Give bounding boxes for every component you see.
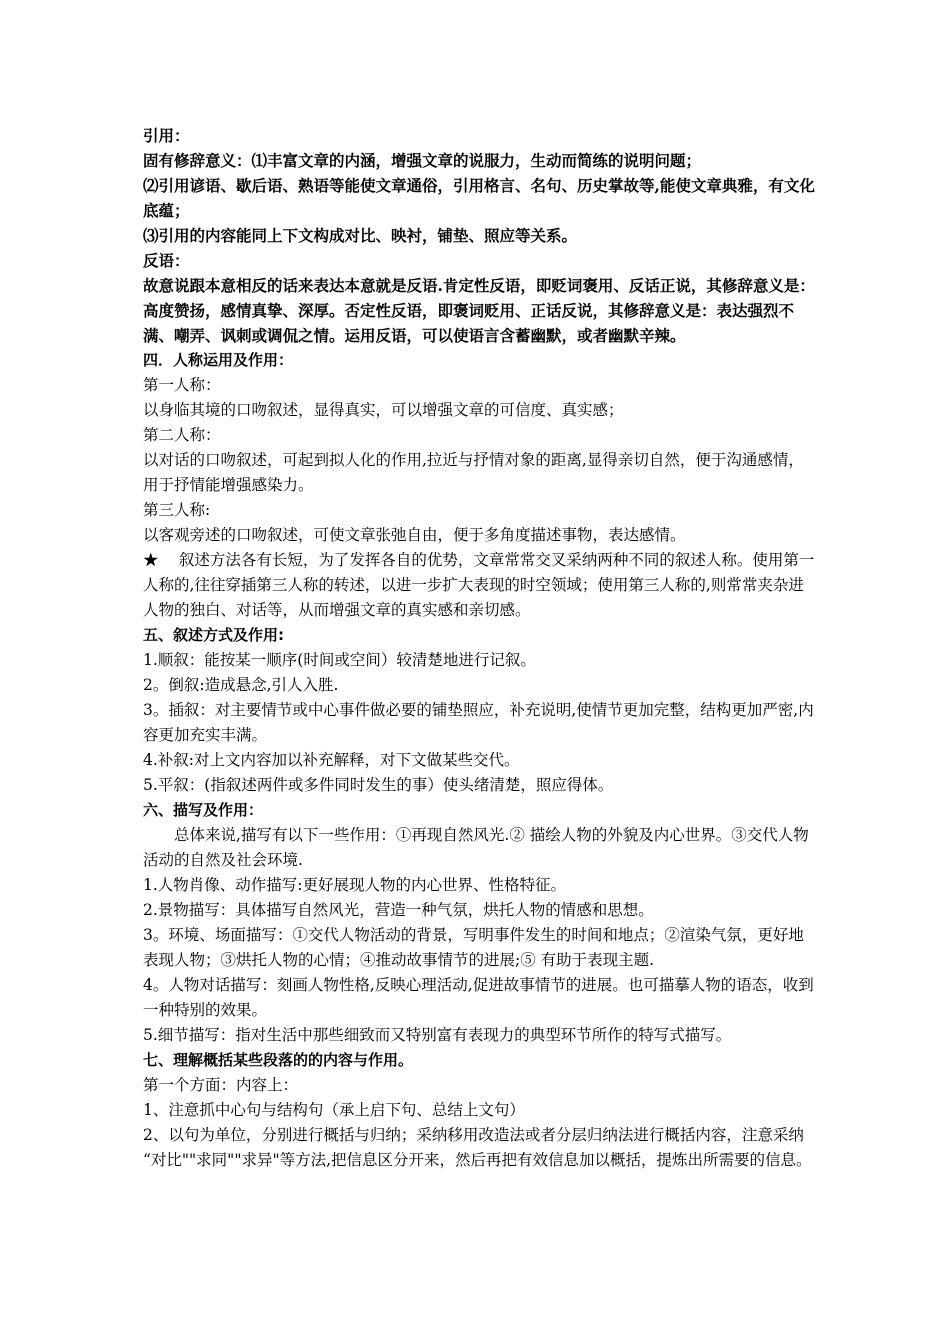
list-item: 3。环境、场面描写：①交代人物活动的背景，写明事件发生的时间和地点；②渲染气氛，更好地表现人物；③烘托人物的心情；④推动故事情节的进展;⑤ 有助于表现主题. — [143, 926, 804, 969]
paragraph: 以对话的口吻叙述，可起到拟人化的作用,拉近与抒情对象的距离,显得亲切自然，便于沟通感情，用于抒情能增强感染力。 — [143, 451, 804, 494]
list-item: 2。倒叙:造成悬念,引人入胜. — [143, 676, 339, 694]
paragraph: 以身临其境的口吻叙述，显得真实，可以增强文章的可信度、真实感； — [143, 401, 624, 419]
heading-irony: 反语： — [143, 251, 190, 270]
paragraph: 第二人称： — [143, 426, 221, 444]
list-item: 2.景物描写：具体描写自然风光，营造一种气氛，烘托人物的情感和思想。 — [143, 901, 654, 919]
heading-citation: 引用： — [143, 126, 190, 145]
paragraph: 以客观旁述的口吻叙述，可使文章张弛自由，便于多角度描述事物，表达感情。 — [143, 526, 686, 544]
paragraph: 第一个方面：内容上： — [143, 1076, 299, 1094]
paragraph: 第三人称: — [143, 501, 211, 519]
paragraph: 总体来说,描写有以下一些作用：①再现自然风光.② 描绘人物的外貌及内心世界。③交代人物活动的自然及社会环境. — [143, 826, 809, 869]
list-item: 5.细节描写：指对生活中那些细致而又特别富有表现力的典型环节所作的特写式描写。 — [143, 1026, 732, 1044]
paragraph: 第一人称： — [143, 376, 221, 394]
list-item: 2、以句为单位，分别进行概括与归纳；采纳移用改造法或者分层归纳法进行概括内容，注意采纳 “对比""求同""求异"等方法,把信息区分开来，然后再把有效信息加以概括，提炼出所需要的信息。 — [143, 1126, 812, 1169]
list-item: 4。人物对话描写：刻画人物性格,反映心理活动,促进故事情节的进展。也可描摹人物的语态，收到一种特别的效果。 — [143, 976, 814, 1019]
paragraph: 故意说跟本意相反的话来表达本意就是反语.肯定性反语，即贬词褒用、反话正说，其修辞意义是：高度赞扬，感情真挚、深厚。否定性反语，即褒词贬用、正话反说，其修辞意义是：表达强烈不满、嘲弄、讽刺或调侃之情。运用反语，可以使语言含蓄幽默，或者幽默辛辣。 — [143, 276, 815, 345]
list-item: 4.补叙:对上文内容加以补充解释，对下文做某些交代。 — [143, 751, 520, 769]
paragraph: ⑵引用谚语、歇后语、熟语等能使文章通俗，引用格言、名句、历史掌故等,能使文章典雅，有文化底蕴； — [143, 176, 815, 220]
list-item: 1.人物肖像、动作描写:更好展现人物的内心世界、性格特征。 — [143, 876, 567, 894]
section-heading-4: 四．人称运用及作用： — [143, 351, 294, 369]
list-item: 1、注意抓中心句与结构句（承上启下句、总结上文句） — [143, 1101, 525, 1119]
list-item: 3。插叙：对主要情节或中心事件做必要的铺垫照应，补充说明,使情节更加完整，结构更加严密,内容更加充实丰满。 — [143, 701, 814, 744]
paragraph: 固有修辞意义：⑴丰富文章的内涵，增强文章的说服力，生动而简练的说明问题； — [143, 151, 702, 170]
list-item: 1.顺叙：能按某一顺序(时间或空间）较清楚地进行记叙。 — [143, 651, 536, 669]
section-heading-5: 五、叙述方式及作用: — [143, 626, 284, 644]
section-heading-6: 六、描写及作用： — [143, 801, 264, 819]
document-page — [143, 123, 815, 1173]
section-heading-7: 七、理解概括某些段落的的内容与作用。 — [143, 1051, 414, 1069]
star-note-paragraph: ★ 叙述方法各有长短，为了发挥各自的优势，文章常常交叉采纳两种不同的叙述人称。使用第一人称的,往往穿插第三人称的转述，以进一步扩大表现的时空领域；使用第三人称的,则常常夹杂进人物的独白、对话等，从而增强文章的真实感和亲切感。 — [143, 551, 815, 619]
list-item: 5.平叙：(指叙述两件或多件同时发生的事）使头绪清楚，照应得体。 — [143, 776, 614, 794]
paragraph: ⑶引用的内容能同上下文构成对比、映衬，铺垫、照应等关系。 — [143, 226, 578, 245]
